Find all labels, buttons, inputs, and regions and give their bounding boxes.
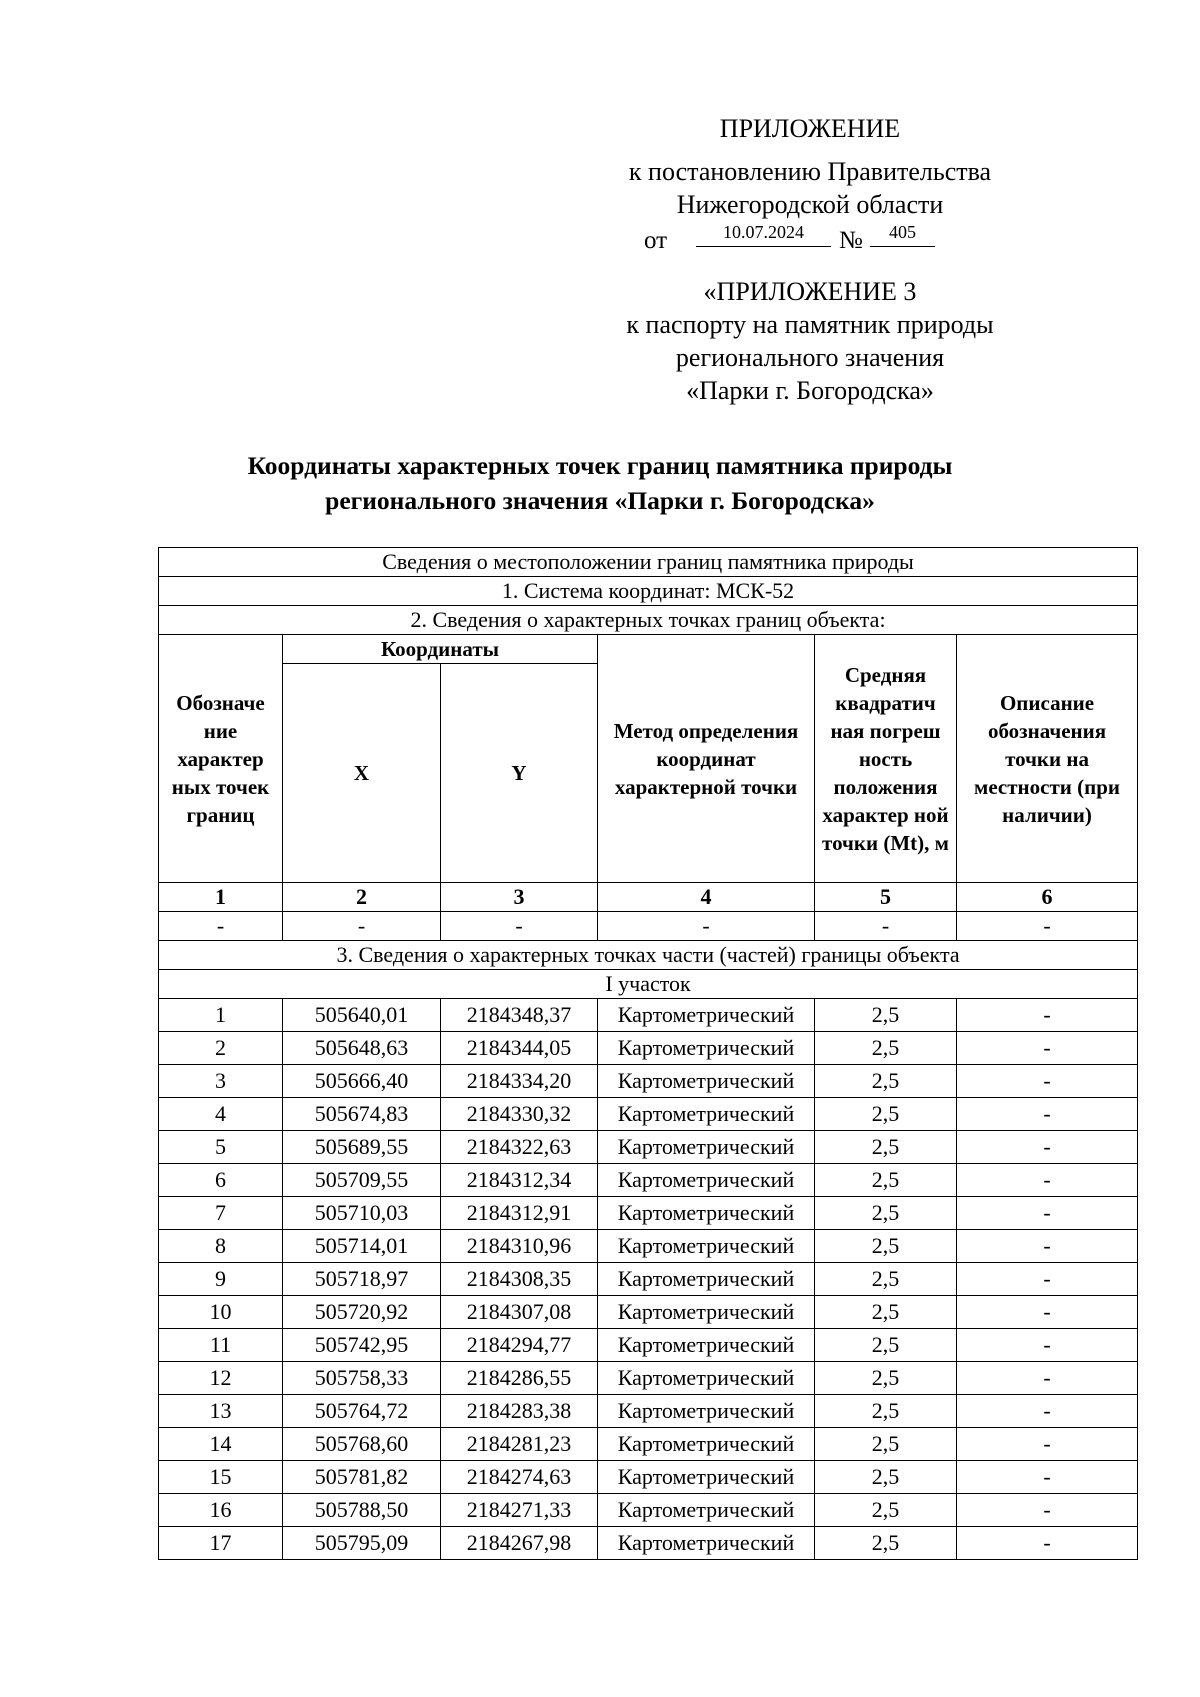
- y-coordinate: 2184307,08: [441, 1296, 598, 1329]
- mean-error: 2,5: [815, 1098, 957, 1131]
- date-underline: [696, 246, 831, 247]
- header-designation: Обозначе ние характер ных точек границ: [159, 635, 283, 883]
- description: -: [957, 999, 1138, 1032]
- coordinates-table: [158, 547, 1138, 1560]
- mean-error: 2,5: [815, 1230, 957, 1263]
- point-number: 10: [159, 1296, 283, 1329]
- empty-cell: -: [159, 912, 283, 941]
- point-number: 15: [159, 1461, 283, 1494]
- description: -: [957, 1131, 1138, 1164]
- y-coordinate: 2184281,23: [441, 1428, 598, 1461]
- method: Картометрический: [598, 1461, 815, 1494]
- decree-date: 10.07.2024: [723, 222, 804, 242]
- column-number: 2: [283, 883, 441, 912]
- mean-error: 2,5: [815, 999, 957, 1032]
- empty-cell: -: [957, 912, 1138, 941]
- header-description: Описание обозначения точки на местности (при наличии): [957, 635, 1138, 883]
- mean-error: 2,5: [815, 1032, 957, 1065]
- point-number: 16: [159, 1494, 283, 1527]
- point-number: 2: [159, 1032, 283, 1065]
- table-row: [159, 1428, 1138, 1461]
- header-coordinates: Координаты: [283, 635, 598, 664]
- point-number: 9: [159, 1263, 283, 1296]
- y-coordinate: 2184283,38: [441, 1395, 598, 1428]
- point-number: 8: [159, 1230, 283, 1263]
- method: Картометрический: [598, 1032, 815, 1065]
- table-row: [159, 1164, 1138, 1197]
- appendix3-line-1: к паспорту на памятник природы: [626, 310, 994, 339]
- x-coordinate: 505720,92: [283, 1296, 441, 1329]
- point-number: 4: [159, 1098, 283, 1131]
- description: -: [957, 1296, 1138, 1329]
- method: Картометрический: [598, 1065, 815, 1098]
- header-error: Средняя квадратич ная погреш ность положения характер ной точки (Mt), м: [815, 635, 957, 883]
- point-number: 14: [159, 1428, 283, 1461]
- description: -: [957, 1461, 1138, 1494]
- date-prefix: от: [644, 227, 668, 254]
- column-number: 1: [159, 883, 283, 912]
- description: -: [957, 1098, 1138, 1131]
- point-number: 17: [159, 1527, 283, 1560]
- column-number: 4: [598, 883, 815, 912]
- point-number: 12: [159, 1362, 283, 1395]
- description: -: [957, 1329, 1138, 1362]
- y-coordinate: 2184334,20: [441, 1065, 598, 1098]
- description: -: [957, 1065, 1138, 1098]
- description: -: [957, 1428, 1138, 1461]
- point-number: 5: [159, 1131, 283, 1164]
- column-number: 3: [441, 883, 598, 912]
- table-row: [159, 1197, 1138, 1230]
- x-coordinate: 505648,63: [283, 1032, 441, 1065]
- description: -: [957, 1527, 1138, 1560]
- method: Картометрический: [598, 1329, 815, 1362]
- point-number: 6: [159, 1164, 283, 1197]
- point-number: 3: [159, 1065, 283, 1098]
- description: -: [957, 1263, 1138, 1296]
- table-row: [159, 1362, 1138, 1395]
- section-boundary-points: 2. Сведения о характерных точках границ объекта:: [159, 606, 1138, 635]
- x-coordinate: 505689,55: [283, 1131, 441, 1164]
- x-coordinate: 505674,83: [283, 1098, 441, 1131]
- x-coordinate: 505714,01: [283, 1230, 441, 1263]
- column-number: 6: [957, 883, 1138, 912]
- x-coordinate: 505768,60: [283, 1428, 441, 1461]
- mean-error: 2,5: [815, 1329, 957, 1362]
- header-y: Y: [441, 664, 598, 883]
- y-coordinate: 2184308,35: [441, 1263, 598, 1296]
- mean-error: 2,5: [815, 1362, 957, 1395]
- appendix-header: [560, 112, 1060, 407]
- y-coordinate: 2184312,91: [441, 1197, 598, 1230]
- y-coordinate: 2184286,55: [441, 1362, 598, 1395]
- section-coordinate-system: 1. Система координат: МСК-52: [159, 577, 1138, 606]
- appendix-title: ПРИЛОЖЕНИЕ: [719, 114, 901, 143]
- description: -: [957, 1197, 1138, 1230]
- x-coordinate: 505710,03: [283, 1197, 441, 1230]
- document-title: [150, 448, 1050, 518]
- mean-error: 2,5: [815, 1494, 957, 1527]
- document-title-line-1: Координаты характерных точек границ памятника природы: [247, 451, 953, 480]
- method: Картометрический: [598, 1131, 815, 1164]
- y-coordinate: 2184330,32: [441, 1098, 598, 1131]
- mean-error: 2,5: [815, 1461, 957, 1494]
- y-coordinate: 2184312,34: [441, 1164, 598, 1197]
- y-coordinate: 2184322,63: [441, 1131, 598, 1164]
- x-coordinate: 505709,55: [283, 1164, 441, 1197]
- y-coordinate: 2184294,77: [441, 1329, 598, 1362]
- method: Картометрический: [598, 1263, 815, 1296]
- y-coordinate: 2184271,33: [441, 1494, 598, 1527]
- decree-line-1: к постановлению Правительства: [628, 157, 992, 186]
- decree-line-2: Нижегородской области: [676, 190, 944, 219]
- y-coordinate: 2184348,37: [441, 999, 598, 1032]
- table-row: [159, 1131, 1138, 1164]
- column-number: 5: [815, 883, 957, 912]
- table-row: [159, 1065, 1138, 1098]
- empty-cell: -: [598, 912, 815, 941]
- y-coordinate: 2184310,96: [441, 1230, 598, 1263]
- table-row: [159, 1494, 1138, 1527]
- mean-error: 2,5: [815, 1197, 957, 1230]
- header-method: Метод определения координат характерной точки: [598, 635, 815, 883]
- method: Картометрический: [598, 999, 815, 1032]
- appendix3-line-3: «Парки г. Богородска»: [686, 376, 934, 405]
- x-coordinate: 505718,97: [283, 1263, 441, 1296]
- description: -: [957, 1164, 1138, 1197]
- point-number: 11: [159, 1329, 283, 1362]
- header-x: X: [283, 664, 441, 883]
- method: Картометрический: [598, 1164, 815, 1197]
- y-coordinate: 2184344,05: [441, 1032, 598, 1065]
- mean-error: 2,5: [815, 1428, 957, 1461]
- x-coordinate: 505795,09: [283, 1527, 441, 1560]
- table-row: [159, 1527, 1138, 1560]
- method: Картометрический: [598, 1428, 815, 1461]
- table-row: [159, 1230, 1138, 1263]
- mean-error: 2,5: [815, 1263, 957, 1296]
- y-coordinate: 2184267,98: [441, 1527, 598, 1560]
- table-row: [159, 1461, 1138, 1494]
- method: Картометрический: [598, 1197, 815, 1230]
- number-underline: [870, 246, 935, 247]
- method: Картометрический: [598, 1362, 815, 1395]
- method: Картометрический: [598, 1527, 815, 1560]
- description: -: [957, 1395, 1138, 1428]
- empty-cell: -: [283, 912, 441, 941]
- x-coordinate: 505640,01: [283, 999, 441, 1032]
- x-coordinate: 505758,33: [283, 1362, 441, 1395]
- description: -: [957, 1362, 1138, 1395]
- table-row: [159, 1032, 1138, 1065]
- point-number: 1: [159, 999, 283, 1032]
- mean-error: 2,5: [815, 1131, 957, 1164]
- method: Картометрический: [598, 1395, 815, 1428]
- plot-label: I участок: [159, 970, 1138, 999]
- appendix3-line-2: регионального значения: [675, 343, 945, 372]
- point-number: 7: [159, 1197, 283, 1230]
- method: Картометрический: [598, 1296, 815, 1329]
- table-row: [159, 1098, 1138, 1131]
- number-sign: №: [839, 227, 863, 254]
- point-number: 13: [159, 1395, 283, 1428]
- x-coordinate: 505788,50: [283, 1494, 441, 1527]
- method: Картометрический: [598, 1494, 815, 1527]
- empty-cell: -: [815, 912, 957, 941]
- x-coordinate: 505666,40: [283, 1065, 441, 1098]
- mean-error: 2,5: [815, 1164, 957, 1197]
- mean-error: 2,5: [815, 1065, 957, 1098]
- table-caption: Сведения о местоположении границ памятника природы: [159, 548, 1138, 577]
- decree-number: 405: [889, 222, 916, 242]
- x-coordinate: 505742,95: [283, 1329, 441, 1362]
- table-row: [159, 999, 1138, 1032]
- x-coordinate: 505781,82: [283, 1461, 441, 1494]
- section-part-points: 3. Сведения о характерных точках части (частей) границы объекта: [159, 941, 1138, 970]
- description: -: [957, 1230, 1138, 1263]
- x-coordinate: 505764,72: [283, 1395, 441, 1428]
- table-row: [159, 1329, 1138, 1362]
- description: -: [957, 1494, 1138, 1527]
- mean-error: 2,5: [815, 1296, 957, 1329]
- y-coordinate: 2184274,63: [441, 1461, 598, 1494]
- method: Картометрический: [598, 1098, 815, 1131]
- date-number-line: [560, 222, 1060, 255]
- table-row: [159, 1296, 1138, 1329]
- document-title-line-2: регионального значения «Парки г. Богородска»: [325, 486, 875, 515]
- table-row: [159, 1395, 1138, 1428]
- mean-error: 2,5: [815, 1395, 957, 1428]
- mean-error: 2,5: [815, 1527, 957, 1560]
- appendix3-title: «ПРИЛОЖЕНИЕ 3: [703, 277, 917, 306]
- table-row: [159, 1263, 1138, 1296]
- empty-cell: -: [441, 912, 598, 941]
- description: -: [957, 1032, 1138, 1065]
- method: Картометрический: [598, 1230, 815, 1263]
